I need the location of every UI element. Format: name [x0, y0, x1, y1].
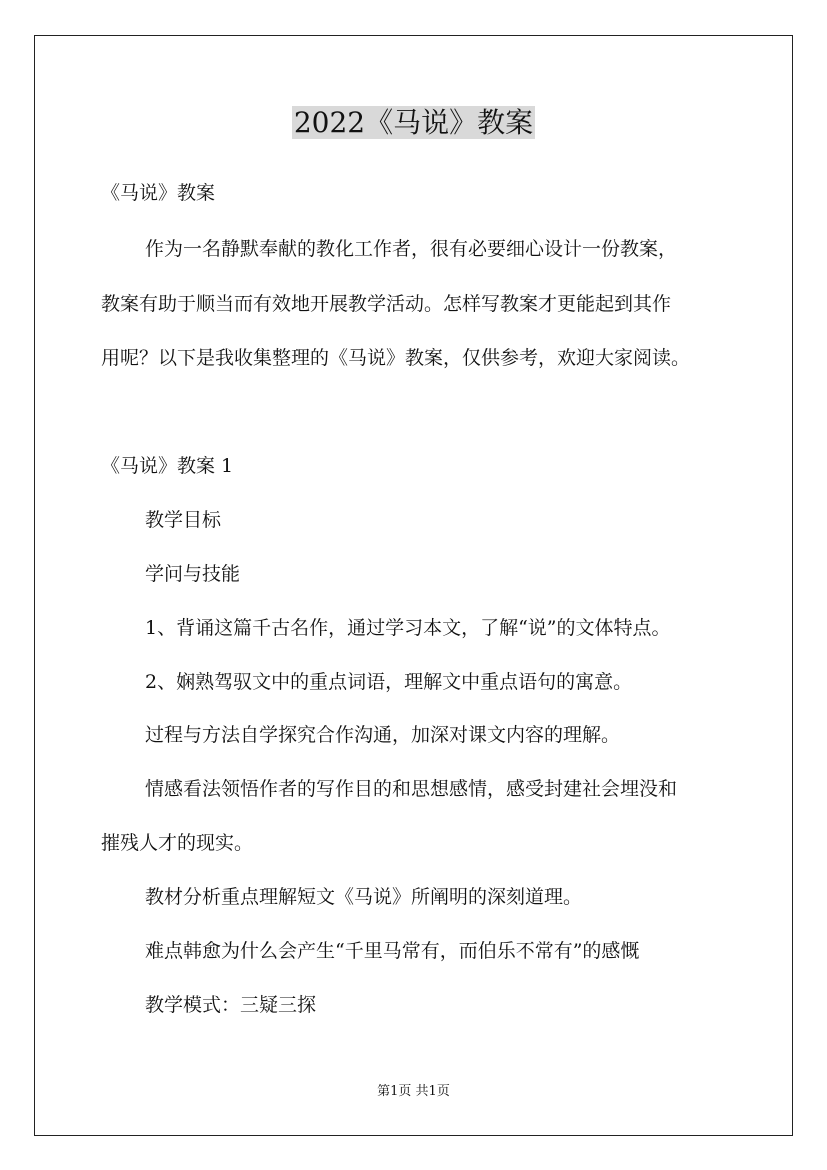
intro-line-2: 教案有助于顺当而有效地开展教学活动。怎样写教案才更能起到其作: [101, 293, 672, 315]
body-line-2: 学问与技能: [145, 563, 241, 585]
body-line-6: 情感看法领悟作者的写作目的和思想感情，感受封建社会埋没和: [145, 778, 678, 800]
body-line-1: 教学目标: [145, 509, 222, 531]
body-line-8: 教材分析重点理解短文《马说》所阐明的深刻道理。: [145, 886, 583, 908]
body-line-7: 摧残人才的现实。: [101, 832, 254, 854]
document-title-text: 2022《马说》教案: [293, 106, 534, 139]
body-line-5: 过程与方法自学探究合作沟通，加深对课文内容的理解。: [145, 724, 621, 746]
intro-line-3: 用呢？以下是我收集整理的《马说》教案，仅供参考，欢迎大家阅读。: [101, 347, 691, 369]
body-line-3: 1、背诵这篇千古名作，通过学习本文，了解“说”的文体特点。: [145, 617, 671, 639]
section-heading: 《马说》教案 1: [101, 455, 234, 477]
body-line-9: 难点韩愈为什么会产生“千里马常有，而伯乐不常有”的感慨: [145, 940, 640, 962]
document-subtitle: 《马说》教案: [101, 182, 216, 204]
document-title: [0, 103, 827, 143]
body-line-10: 教学模式：三疑三探: [145, 994, 317, 1016]
page-footer: 第1页 共1页: [377, 1084, 450, 1099]
body-line-4: 2、娴熟驾驭文中的重点词语，理解文中重点语句的寓意。: [145, 671, 633, 693]
intro-line-1: 作为一名静默奉献的教化工作者，很有必要细心设计一份教案，: [145, 238, 678, 260]
